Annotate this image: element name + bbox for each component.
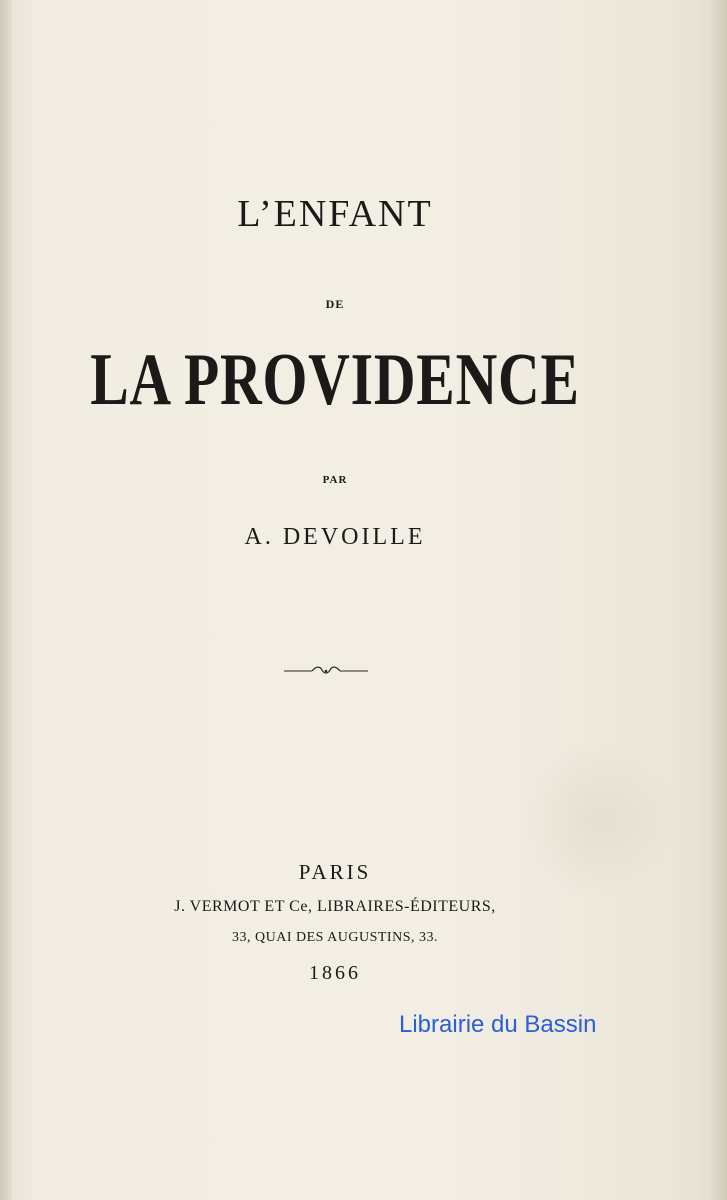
title-line-2: LA PROVIDENCE xyxy=(90,339,580,421)
publisher-name: J. VERMOT ET Ce, LIBRAIRES-ÉDITEURS, xyxy=(174,898,496,915)
publication-city: PARIS xyxy=(298,860,372,884)
publication-year: 1866 xyxy=(309,962,361,984)
author-name: A. DEVOILLE xyxy=(244,524,426,550)
fleuron-rule-icon xyxy=(284,664,368,678)
by-label: PAR xyxy=(322,474,348,486)
page-right-edge xyxy=(709,0,727,1200)
bookseller-watermark: Librairie du Bassin xyxy=(399,1011,597,1038)
publisher-address: 33, QUAI DES AUGUSTINS, 33. xyxy=(231,930,438,945)
page-left-edge xyxy=(0,0,12,1200)
title-line-1: L’ENFANT xyxy=(237,193,433,235)
title-connector: DE xyxy=(325,297,345,311)
